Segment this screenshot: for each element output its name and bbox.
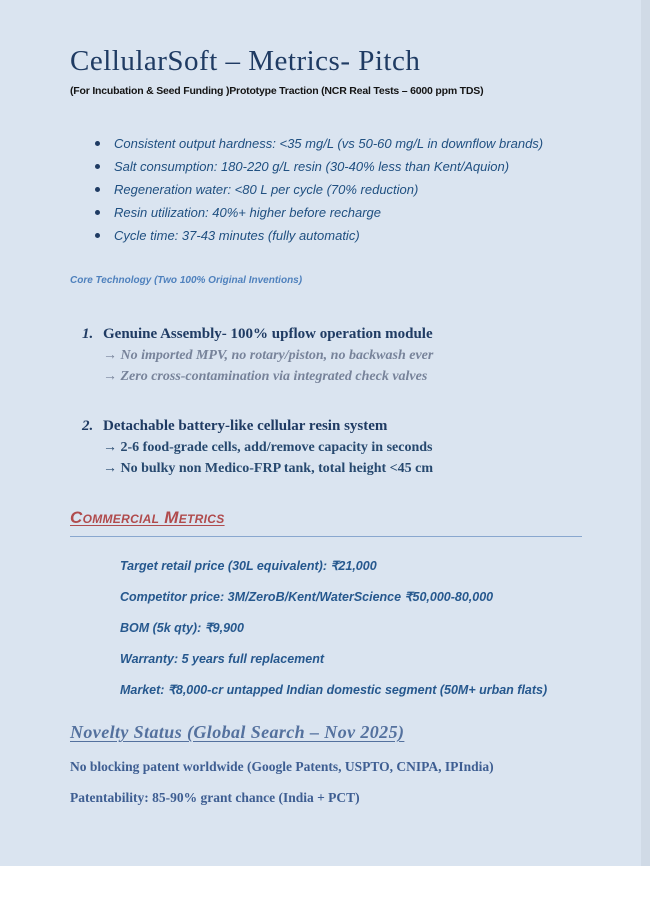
list-item: Market: ₹8,000-cr untapped Indian domestic segment (50M+ urban flats)	[120, 683, 548, 697]
invention-point: → No imported MPV, no rotary/piston, no backwash ever	[103, 348, 434, 363]
invention-points	[70, 437, 592, 479]
core-technology-caption: Core Technology (Two 100% Original Inventions)	[70, 275, 303, 286]
commercial-metrics-heading: Commercial Metrics	[70, 508, 225, 527]
page-subtitle: (For Incubation & Seed Funding )Prototype Traction (NCR Real Tests – 6000 ppm TDS)	[70, 85, 484, 97]
invention-title	[70, 323, 592, 345]
invention-point: → 2-6 food-grade cells, add/remove capacity in seconds	[103, 440, 433, 455]
list-item: Target retail price (30L equivalent): ₹21,000	[120, 559, 377, 573]
invention-item-2	[70, 415, 592, 479]
page-background-below	[0, 866, 650, 920]
list-item: Resin utilization: 40%+ higher before recharge	[95, 201, 592, 224]
list-item: Cycle time: 37-43 minutes (fully automatic)	[95, 224, 592, 247]
prototype-metrics-list	[70, 132, 592, 247]
list-item: Consistent output hardness: <35 mg/L (vs 50-60 mg/L in downflow brands)	[95, 132, 592, 155]
novelty-line: Patentability: 85-90% grant chance (India + PCT)	[70, 790, 360, 805]
section-divider-rule	[70, 536, 582, 537]
commercial-metrics-list	[70, 559, 592, 697]
invention-title-text: Genuine Assembly- 100% upflow operation module	[103, 326, 433, 342]
invention-point: → No bulky non Medico-FRP tank, total height <45 cm	[103, 461, 433, 476]
novelty-line: No blocking patent worldwide (Google Patents, USPTO, CNIPA, IPIndia)	[70, 759, 494, 774]
page-edge-strip	[641, 0, 650, 866]
invention-number: 2.	[82, 418, 94, 434]
list-item: Salt consumption: 180-220 g/L resin (30-40% less than Kent/Aquion)	[95, 155, 592, 178]
invention-point: → Zero cross-contamination via integrated check valves	[103, 369, 428, 384]
page-title: CellularSoft – Metrics- Pitch	[70, 45, 421, 77]
list-item: Regeneration water: <80 L per cycle (70% reduction)	[95, 178, 592, 201]
invention-points	[70, 345, 592, 387]
invention-number: 1.	[82, 326, 94, 342]
list-item: BOM (5k qty): ₹9,900	[120, 621, 244, 635]
list-item: Warranty: 5 years full replacement	[120, 652, 325, 666]
invention-title	[70, 415, 592, 437]
invention-title-text: Detachable battery-like cellular resin system	[103, 418, 388, 434]
list-item: Competitor price: 3M/ZeroB/Kent/WaterScience ₹50,000-80,000	[120, 590, 494, 604]
novelty-status-heading: Novelty Status (Global Search – Nov 2025)	[70, 722, 405, 742]
invention-item-1	[70, 323, 592, 387]
